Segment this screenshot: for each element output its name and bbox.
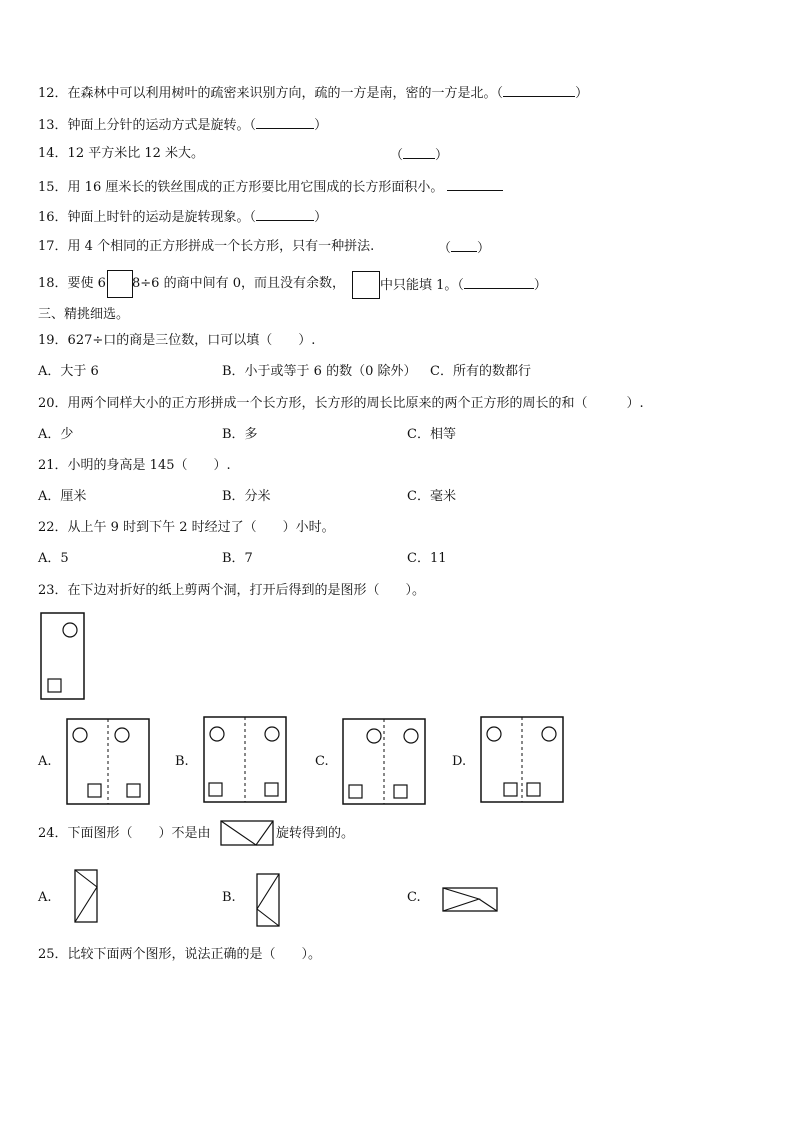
answer-blank[interactable] xyxy=(447,178,503,191)
question-number: 23． xyxy=(38,583,68,598)
section-title: 三、精挑细选。 xyxy=(38,307,130,322)
square-hole xyxy=(48,679,61,692)
question-19 xyxy=(38,333,315,349)
option-c-figure[interactable] xyxy=(342,718,428,808)
option-c-label[interactable]: C. xyxy=(315,754,329,769)
folded-paper-figure xyxy=(40,612,86,702)
option-a[interactable]: A．大于 6 xyxy=(38,364,99,379)
option-a-label[interactable]: A. xyxy=(38,890,52,905)
paren-open: （ xyxy=(390,148,404,163)
answer-blank[interactable] xyxy=(256,116,314,129)
paren-close: ） xyxy=(575,86,589,101)
paren-close: ） xyxy=(314,210,328,225)
question-text: 在森林中可以利用树叶的疏密来识别方向，疏的一方是南，密的一方是北。（ xyxy=(67,86,504,101)
answer-blank[interactable] xyxy=(503,84,575,97)
question-18-mid xyxy=(132,276,345,292)
question-text: 627÷口的商是三位数，口可以填（ ）. xyxy=(67,333,316,348)
option-c-figure[interactable] xyxy=(442,887,500,915)
question-14 xyxy=(38,146,204,162)
option-c-label[interactable]: C. xyxy=(407,890,421,905)
option-a-figure[interactable] xyxy=(74,869,100,925)
question-number: 15． xyxy=(38,180,68,195)
paren-open: （ xyxy=(438,241,452,256)
answer-paren-17 xyxy=(438,239,490,257)
paren-close: ） xyxy=(533,278,547,293)
question-24 xyxy=(38,826,211,842)
square-hole xyxy=(527,783,540,796)
square-hole xyxy=(88,784,101,797)
option-a-figure[interactable] xyxy=(66,718,152,808)
square-hole xyxy=(504,783,517,796)
circle-hole xyxy=(265,727,279,741)
answer-blank[interactable] xyxy=(403,146,435,159)
question-text: 比较下面两个图形，说法正确的是（ ）。 xyxy=(67,947,322,962)
circle-hole xyxy=(210,727,224,741)
option-a[interactable]: A．5 xyxy=(38,551,69,566)
question-25 xyxy=(38,947,321,963)
question-number: 16． xyxy=(38,210,68,225)
question-text: 钟面上分针的运动方式是旋转。（ xyxy=(67,118,257,133)
question-text-before: 下面图形（ ）不是由 xyxy=(67,826,211,841)
fill-box-digit[interactable] xyxy=(107,270,133,298)
question-17 xyxy=(38,239,374,255)
circle-hole xyxy=(487,727,501,741)
option-a-label[interactable]: A. xyxy=(38,754,52,769)
question-number: 19． xyxy=(38,333,68,348)
question-18-end xyxy=(380,276,547,294)
fill-box-square[interactable] xyxy=(352,271,380,299)
question-number: 22． xyxy=(38,520,68,535)
option-b-figure[interactable] xyxy=(203,716,289,806)
question-text: 从上午 9 时到下午 2 时经过了（ ）小时。 xyxy=(67,520,335,535)
option-d-figure[interactable] xyxy=(480,716,566,806)
question-text: 小明的身高是 145（ ）. xyxy=(67,458,231,473)
option-a[interactable]: A．少 xyxy=(38,427,74,442)
question-number: 24． xyxy=(38,826,68,841)
answer-blank[interactable] xyxy=(451,239,477,252)
answer-blank[interactable] xyxy=(464,276,534,289)
inner-lines xyxy=(221,821,273,845)
question-text-part3: 中只能填 1。（ xyxy=(380,278,464,293)
circle-hole xyxy=(404,729,418,743)
question-22 xyxy=(38,520,335,536)
option-b-label[interactable]: B. xyxy=(175,754,189,769)
option-c[interactable]: C．相等 xyxy=(407,427,456,442)
question-text: 用 16 厘米长的铁丝围成的正方形要比用它围成的长方形面积小。 xyxy=(67,180,444,195)
question-number: 21． xyxy=(38,458,68,473)
question-21 xyxy=(38,458,231,474)
paren-close: ） xyxy=(477,241,491,256)
option-b-label[interactable]: B. xyxy=(222,890,236,905)
paren-close: ） xyxy=(314,118,328,133)
question-number: 17． xyxy=(38,239,68,254)
question-number: 14． xyxy=(38,146,68,161)
question-text-part2: 8÷6 的商中间有 0，而且没有余数， xyxy=(132,276,345,291)
question-text: 12 平方米比 12 米大。 xyxy=(67,146,205,161)
option-d-label[interactable]: D. xyxy=(452,754,467,769)
question-23 xyxy=(38,583,425,599)
square-hole xyxy=(265,783,278,796)
option-c[interactable]: C．11 xyxy=(407,551,447,566)
reference-rectangle-figure xyxy=(220,820,276,848)
question-number: 12． xyxy=(38,86,68,101)
question-number: 18． xyxy=(38,276,68,291)
question-text: 在下边对折好的纸上剪两个洞，打开后得到的是图形（ ）。 xyxy=(67,583,426,598)
option-b[interactable]: B．多 xyxy=(222,427,258,442)
option-b-figure[interactable] xyxy=(256,873,282,929)
question-24-end: 旋转得到的。 xyxy=(276,826,355,841)
option-b[interactable]: B．7 xyxy=(222,551,253,566)
question-text: 用 4 个相同的正方形拼成一个长方形，只有一种拼法. xyxy=(67,239,375,254)
question-text: 钟面上时针的运动是旋转现象。（ xyxy=(67,210,257,225)
question-18 xyxy=(38,276,106,292)
option-b[interactable]: B．分米 xyxy=(222,489,271,504)
option-c[interactable]: C．所有的数都行 xyxy=(430,364,531,379)
option-c[interactable]: C．毫米 xyxy=(407,489,456,504)
circle-hole xyxy=(542,727,556,741)
question-text: 用两个同样大小的正方形拼成一个长方形，长方形的周长比原来的两个正方形的周长的和（ ）. xyxy=(67,396,644,411)
circle-hole xyxy=(63,623,77,637)
answer-paren-14 xyxy=(390,146,448,164)
question-13 xyxy=(38,116,327,134)
question-number: 13． xyxy=(38,118,68,133)
option-b[interactable]: B．小于或等于 6 的数（0 除外） xyxy=(222,364,417,379)
answer-blank[interactable] xyxy=(256,208,314,221)
question-16 xyxy=(38,208,327,226)
square-hole xyxy=(127,784,140,797)
question-text-part1: 要使 6 xyxy=(67,276,106,291)
circle-hole xyxy=(115,728,129,742)
square-hole xyxy=(209,783,222,796)
paren-close: ） xyxy=(435,148,449,163)
question-20 xyxy=(38,396,644,412)
question-number: 25． xyxy=(38,947,68,962)
circle-hole xyxy=(367,729,381,743)
question-number: 20． xyxy=(38,396,68,411)
square-hole xyxy=(394,785,407,798)
option-a[interactable]: A．厘米 xyxy=(38,489,87,504)
question-12 xyxy=(38,84,588,102)
square-hole xyxy=(349,785,362,798)
question-15 xyxy=(38,178,503,196)
circle-hole xyxy=(73,728,87,742)
